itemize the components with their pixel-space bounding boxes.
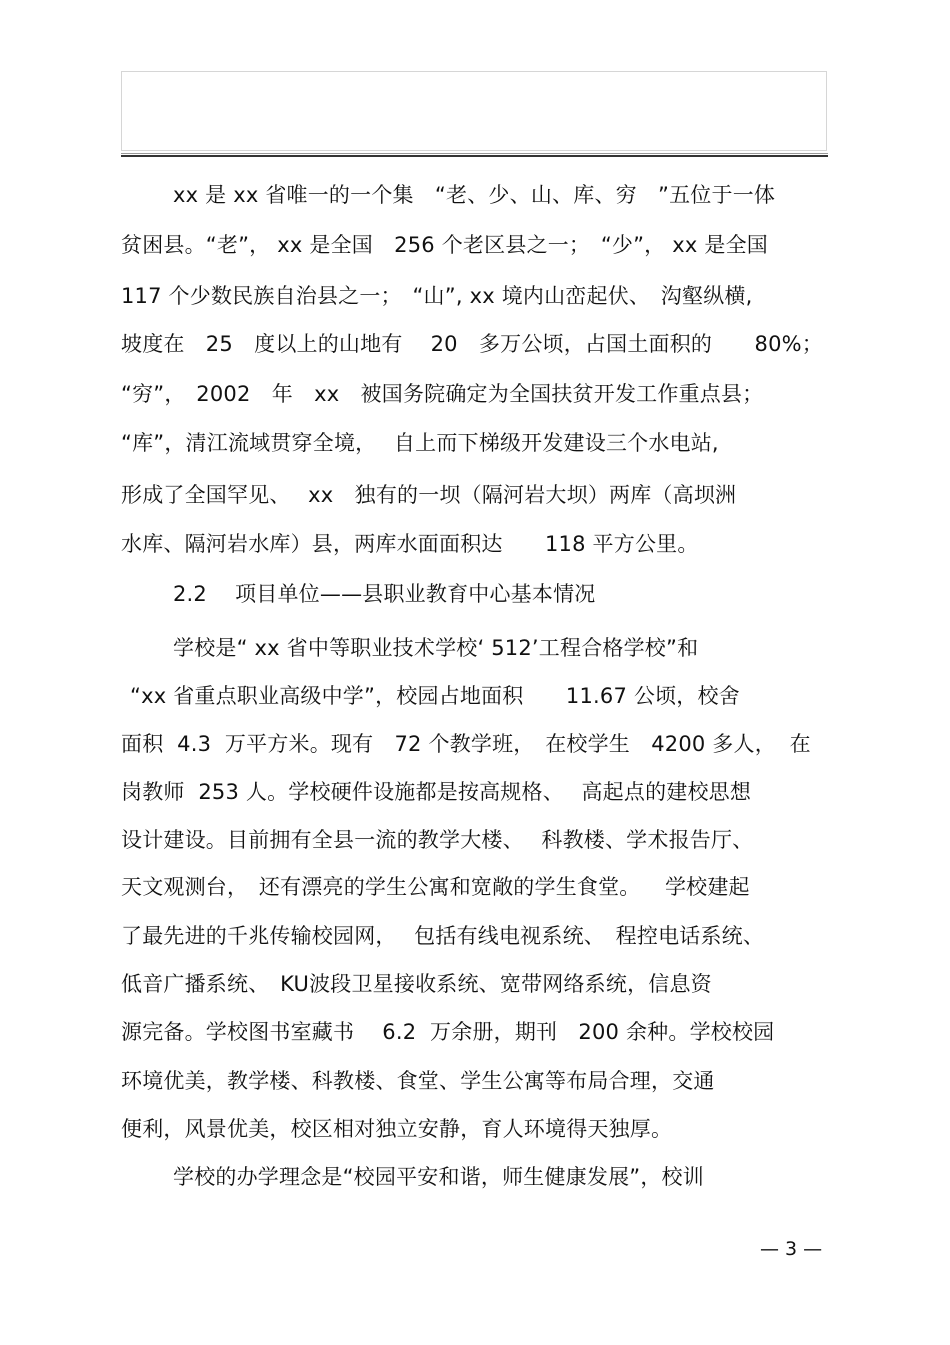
text-line: 设计建设。目前拥有全县一流的教学大楼、 科教楼、学术报告厅、 [121,828,754,852]
text-line: 源完备。学校图书室藏书 6.2 万余册，期刊 200 余种。学校校园 [121,1020,775,1044]
text-line: 了最先进的千兆传输校园网， 包括有线电视系统、 程控电话系统、 [121,924,765,948]
header-rule-thick [121,155,828,157]
text-line: 岗教师 253 人。学校硬件设施都是按高规格、 高起点的建校思想 [121,780,752,804]
text-line: 面积 4.3 万平方米。现有 72 个教学班， 在校学生 4200 多人， 在 [121,732,811,756]
text-line: 坡度在 25 度以上的山地有 20 多万公顷，占国土面积的 80%； [121,332,823,356]
text-line: “库”，清江流域贯穿全境， 自上而下梯级开发建设三个水电站, [121,431,719,455]
section-heading: 2.2 项目单位——县职业教育中心基本情况 [173,582,596,606]
text-line: “xx 省重点职业高级中学”，校园占地面积 11.67 公顷，校舍 [130,684,740,708]
text-line: 学校是“ xx 省中等职业技术学校‘ 512’工程合格学校”和 [173,636,699,660]
text-line: 天文观测台， 还有漂亮的学生公寓和宽敞的学生食堂。 学校建起 [121,875,750,899]
text-line: 环境优美，教学楼、科教楼、食堂、学生公寓等布局合理，交通 [121,1069,715,1093]
text-line: xx 是 xx 省唯一的一个集 “老、少、山、库、穷 ”五位于一体 [173,183,776,207]
text-line: 低音广播系统、 KU波段卫星接收系统、宽带网络系统，信息资 [121,972,712,996]
text-line: 形成了全国罕见、 xx 独有的一坝（隔河岩大坝）两库（高坝洲 [121,483,737,507]
text-line: 学校的办学理念是“校园平安和谐，师生健康发展”，校训 [173,1165,704,1189]
text-line: 便利，风景优美，校区相对独立安静，育人环境得天独厚。 [121,1117,673,1141]
text-line: 贫困县。“老”， xx 是全国 256 个老区县之一； “少”， xx 是全国 [121,233,768,257]
header-rule-thin [121,153,828,154]
page-number: — 3 — [760,1238,823,1260]
text-line: 117 个少数民族自治县之一； “山”, xx 境内山峦起伏、 沟壑纵横, [121,284,753,308]
header-box [121,71,827,151]
text-line: “穷”， 2002 年 xx 被国务院确定为全国扶贫开发工作重点县； [121,382,764,406]
text-line: 水库、隔河岩水库）县，两库水面面积达 118 平方公里。 [121,532,699,556]
